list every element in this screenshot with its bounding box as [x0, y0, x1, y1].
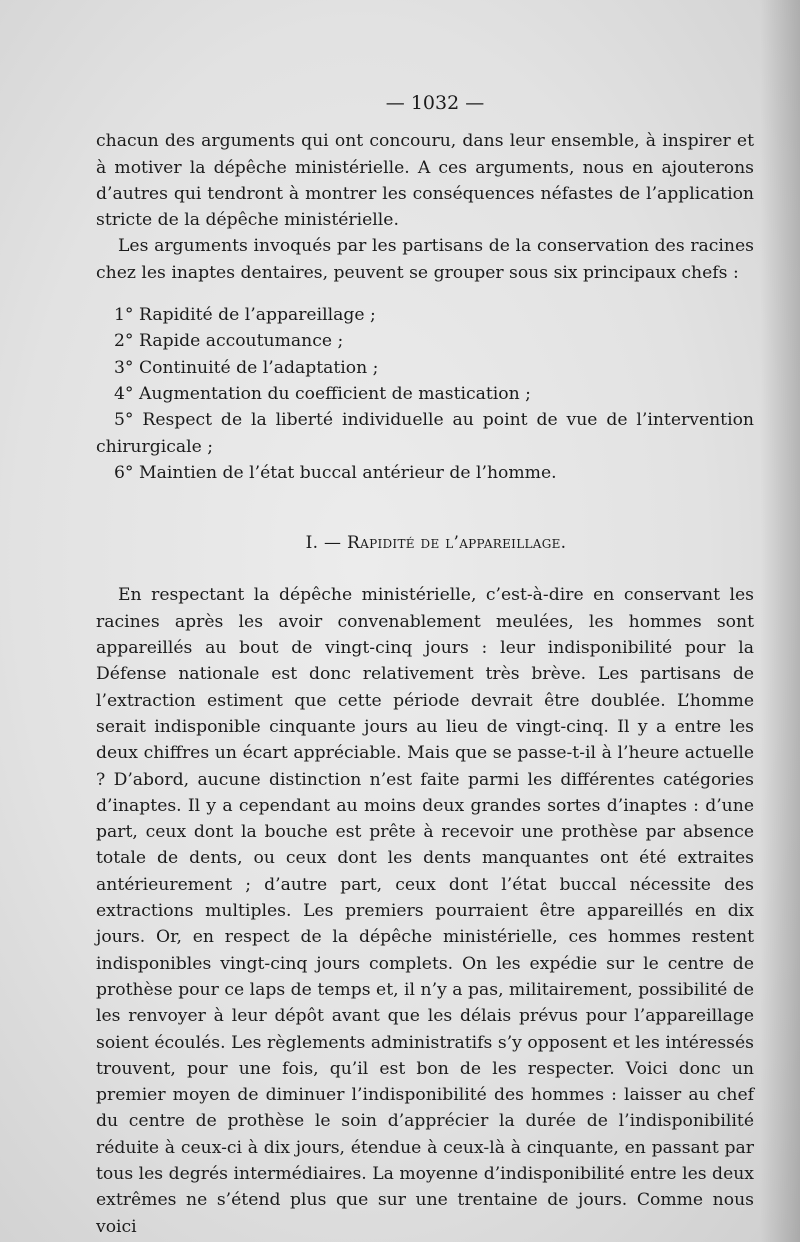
arguments-list — [96, 302, 754, 486]
page-number: — 1032 — — [385, 92, 485, 114]
list-item: 5° Respect de la liberté individuelle au point de vue de l’intervention chirurgicale ; — [96, 410, 754, 457]
list-item: 3° Continuité de l’adaptation ; — [114, 357, 379, 378]
list-item: 2° Rapide accoutumance ; — [114, 331, 344, 352]
section-heading: I. — Rapidité de l’appareillage. — [305, 533, 567, 554]
arguments-paragraph: Les arguments invoqués par les partisans de la conservation des racines chez les inaptes dentaires, peuvent se grouper sous six principaux chefs : — [96, 236, 754, 283]
page-text — [96, 90, 754, 1240]
list-item: 4° Augmentation du coefficient de mastication ; — [114, 383, 531, 404]
list-item: 6° Maintien de l’état buccal antérieur de l’homme. — [114, 462, 557, 483]
list-item: 1° Rapidité de l’appareillage ; — [114, 305, 376, 326]
page-edge-shadow — [760, 0, 800, 1242]
body-paragraph: En respectant la dépêche ministérielle, c’est-à-dire en conservant les racines après les avoir convenablement meulées, les hommes sont appareillés au bout de vingt-cinq jours : leur indisponibilité pour la Défense nationale est donc relativement très brève. Les partisans de l’extraction estiment que cette période devrait être doublée. L’homme serait indisponible cinquante jours au lieu de vingt-cinq. Il y a entre les deux chiffres un écart appréciable. Mais que se passe-t-il à l’heure actuelle ? D’abord, aucune distinction n’est faite parmi les différentes catégories d’inaptes. Il y a cependant au moins deux grandes sortes d’inaptes : d’une part, ceux dont la bouche est prête à recevoir une prothèse par absence totale de dents, ou ceux dont les dents manquantes ont été extraites antérieurement ; d’autre part, ceux dont l’état buccal nécessite des extractions multiples. Les premiers pourraient être appareillés en dix jours. Or, en respect de la dépêche ministérielle, ces hommes restent indisponibles vingt-cinq jours complets. On les expédie sur le centre de prothèse pour ce laps de temps et, il n’y a pas, militairement, possibilité de les renvoyer à leur dépôt avant que les délais prévus pour l’appareillage soient écoulés. Les règlements administratifs s’y opposent et les intéressés trouvent, pour une fois, qu’il est bon de les respecter. Voici donc un premier moyen de diminuer l’indisponibilité des hommes : laisser au chef du centre de prothèse le soin d’apprécier la durée de l’indisponibilité réduite à ceux-ci à dix jours, étendue à ceux-là à cinquante, en passant par tous les degrés intermédiaires. La moyenne d’indisponibilité entre les deux extrêmes ne s’étend plus que sur une trentaine de jours. Comme nous voici — [96, 585, 754, 1237]
intro-paragraph: chacun des arguments qui ont concouru, dans leur ensemble, à inspirer et à motiver la dépêche ministérielle. A ces arguments, nous en ajouterons d’autres qui tendront à montrer les conséquences néfastes de l’application stricte de la dépêche ministérielle. — [96, 131, 754, 231]
